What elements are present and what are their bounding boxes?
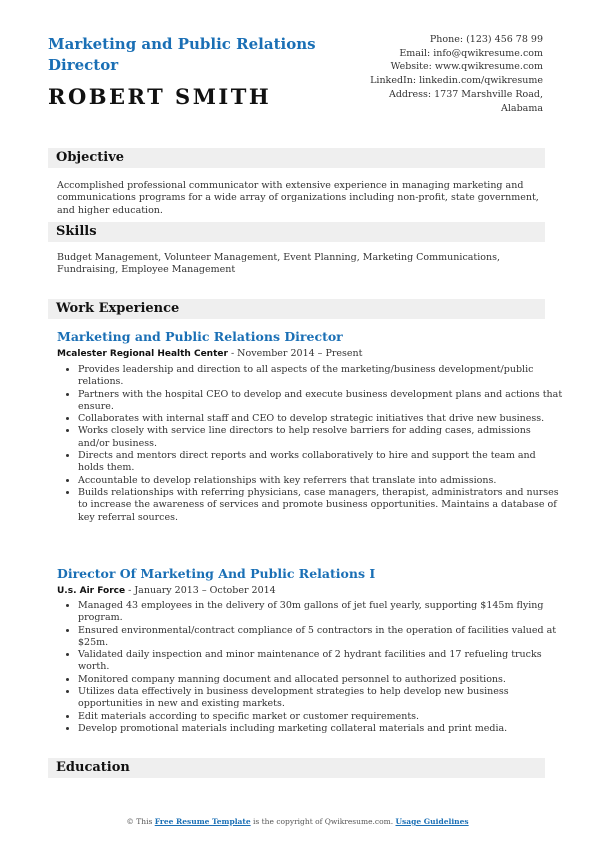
job-title: Marketing and Public Relations Director <box>48 35 316 74</box>
section-heading-objective: Objective <box>48 148 545 168</box>
job-bullet: • Works closely with service line directors to help resolve barriers for adding cases, admissions and/or business. <box>78 425 563 450</box>
job-bullet: • Partners with the hospital CEO to develop and execute business development plans and actions that ensure. <box>78 389 563 414</box>
job-bullets <box>62 364 563 524</box>
contact-linkedin: LinkedIn: linkedin.com/qwikresume <box>370 75 543 87</box>
usage-guidelines-link[interactable]: Usage Guidelines <box>395 817 469 826</box>
job-company-line <box>57 585 276 596</box>
candidate-name: ROBERT SMITH <box>48 84 272 109</box>
job-dates: - November 2014 – Present <box>227 348 363 359</box>
job-bullet: • Validated daily inspection and minor maintenance of 2 hydrant facilities and 17 refueling trucks worth. <box>78 649 563 674</box>
job-bullet: • Ensured environmental/contract compliance of 5 contractors in the operation of facilities valued at $25m. <box>78 625 563 650</box>
footer-copyright <box>0 817 595 826</box>
job-role: Director Of Marketing And Public Relations I <box>57 566 376 581</box>
contact-email: Email: info@qwikresume.com <box>399 47 543 59</box>
contact-address: Address: 1737 Marshville Road, <box>388 88 543 100</box>
job-bullet: • Directs and mentors direct reports and works collaboratively to hire and support the team and holds them. <box>78 450 563 475</box>
job-bullet: • Develop promotional materials including marketing collateral materials and print media. <box>78 723 563 735</box>
job-bullet: • Monitored company manning document and allocated personnel to authorized positions. <box>78 674 563 686</box>
job-bullet: • Builds relationships with referring physicians, case managers, therapist, administrators and nurses to increase the awareness of services and promote business opportunities. Maintains a database of key referral sources. <box>78 487 563 524</box>
job-dates: - January 2013 – October 2014 <box>125 585 276 596</box>
section-heading-skills: Skills <box>48 222 545 242</box>
job-company-line <box>57 348 362 359</box>
job-bullets <box>62 600 563 735</box>
job-company: U.s. Air Force <box>57 586 126 596</box>
contact-website: Website: www.qwikresume.com <box>390 61 543 73</box>
objective-text: Accomplished professional communicator with extensive experience in managing marketing and communications programs for a wide array of organizations including non-profit, state government, and higher education. <box>57 180 539 216</box>
contact-address-line2: Alabama <box>501 102 543 114</box>
job-bullet: • Accountable to develop relationships with key referrers that translate into admissions. <box>78 475 563 487</box>
skills-text: Budget Management, Volunteer Management, Event Planning, Marketing Communications, Fundraising, Employee Management <box>57 252 501 276</box>
job-bullet: • Utilizes data effectively in business development strategies to help develop new business opportunities in new and existing markets. <box>78 686 563 711</box>
job-bullet: • Managed 43 employees in the delivery of 30m gallons of jet fuel yearly, supporting $145m flying program. <box>78 600 563 625</box>
free-resume-template-link[interactable]: Free Resume Template <box>154 817 251 826</box>
section-heading-education: Education <box>48 758 545 778</box>
footer-middle: is the copyright of Qwikresume.com. <box>250 817 396 826</box>
job-bullet: • Edit materials according to specific market or customer requirements. <box>78 711 563 723</box>
section-heading-work-experience: Work Experience <box>48 299 545 319</box>
job-role: Marketing and Public Relations Director <box>57 329 343 344</box>
contact-info <box>323 33 543 115</box>
footer-prefix: © This <box>126 817 155 826</box>
job-bullet: • Provides leadership and direction to all aspects of the marketing/business development/public relations. <box>78 364 563 389</box>
contact-phone: Phone: (123) 456 78 99 <box>429 34 543 45</box>
job-bullet: • Collaborates with internal staff and CEO to develop strategic initiatives that drive new business. <box>78 413 563 425</box>
job-company: Mcalester Regional Health Center <box>57 349 228 359</box>
